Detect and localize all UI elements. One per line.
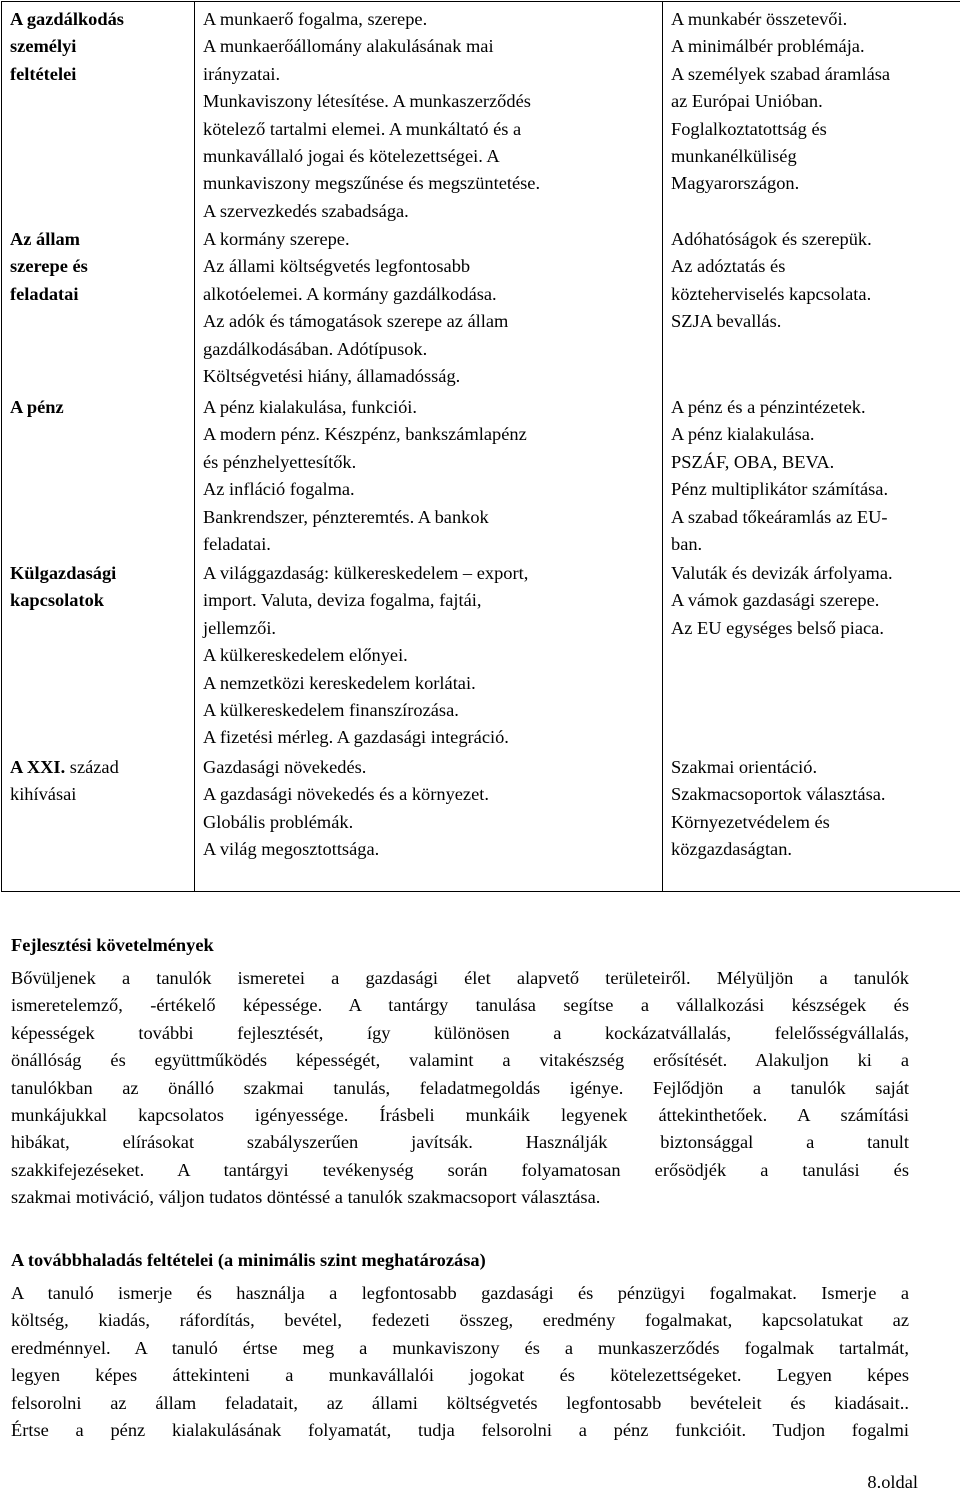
paragraph-line: legyen képes áttekinteni a munkavállalói jogokat és kötelezettségeket. Legyen képes (11, 1365, 909, 1386)
extra-4 (671, 560, 960, 642)
content-line: feladatai. (203, 534, 271, 555)
content-line: munkavállaló jogai és kötelezettségei. A (203, 146, 500, 167)
content-column (195, 2, 663, 892)
extra-line: A munkabér összetevői. (671, 9, 848, 29)
paragraph-line: hibákat, elírásokat szabályszerűen javítsák. Használják biztonsággal a tanult (11, 1132, 909, 1153)
topic-line: kapcsolatok (10, 590, 105, 611)
content-line: Költségvetési hiány, államadósság. (203, 366, 461, 387)
content-line: A pénz kialakulása, funkciói. (203, 397, 417, 417)
content-line: jellemzői. (203, 617, 277, 638)
extra-line: Az adóztatás és (671, 256, 786, 277)
paragraph-line: Bővüljenek a tanulók ismeretei a gazdasági élet alapvető területeiről. Mélyüljön a tanulók (11, 968, 909, 988)
paragraph-line: felsorolni az állam feladatait, az állami költségvetés legfontosabb bevételeit és kiadásait.. (11, 1392, 909, 1413)
extra-line: Magyarországon. (671, 173, 800, 194)
paragraph-line: munkájukkal kapcsolatos igényessége. Írásbeli munkáik legyenek áttekinthetőek. A számítási (11, 1105, 909, 1126)
content-line: A munkaerő fogalma, szerepe. (203, 9, 428, 29)
extra-line: A minimálbér problémája. (671, 36, 865, 57)
extra-line: A szabad tőkeáramlás az EU- (671, 506, 888, 527)
curriculum-table (1, 1, 960, 892)
content-line: A külkereskedelem előnyei. (203, 645, 408, 666)
content-line: irányzatai. (203, 63, 281, 84)
content-line: Az adók és támogatások szerepe az állam (203, 311, 509, 332)
page-number: 8.oldal (867, 1472, 918, 1492)
topic-line: feladatai (10, 283, 79, 304)
extra-line: ban. (671, 534, 703, 555)
fejlesztesi-paragraph (11, 965, 909, 1212)
extra-3 (671, 394, 960, 558)
content-line: A munkaerőállomány alakulásának mai (203, 36, 494, 57)
content-line: Az állami költségvetés legfontosabb (203, 256, 471, 277)
paragraph-line: szakmai motiváció, váljon tudatos döntéssé a tanulók szakmacsoport választása. (11, 1187, 601, 1208)
content-line: A nemzetközi kereskedelem korlátai. (203, 672, 476, 693)
paragraph-line: Értse a pénz kialakulásának folyamatát, tudja felsorolni a pénz funkcióit. Tudjon fogalmi (11, 1420, 909, 1441)
extra-line: közteherviselés kapcsolata. (671, 283, 872, 304)
content-line: A fizetési mérleg. A gazdasági integráció. (203, 727, 509, 748)
content-line: Munkaviszony létesítése. A munkaszerződés (203, 91, 531, 112)
topic-line: kihívásai (10, 784, 77, 805)
paragraph-line: önállóság és együttműködés képességét, valamint a vitakészség erősítését. Alakuljon ki a (11, 1050, 909, 1071)
content-line: import. Valuta, deviza fogalma, fajtái, (203, 590, 482, 611)
extra-column (663, 2, 960, 892)
paragraph-line: ismeretelemző, -értékelő képessége. A tantárgy tanulása segítse a vállalkozási készségek és (11, 995, 909, 1016)
extra-5 (671, 754, 960, 864)
topic-3 (10, 394, 190, 421)
content-line: Az infláció fogalma. (203, 479, 355, 500)
topic-line: Külgazdasági (10, 563, 117, 583)
content-line: A szervezkedés szabadsága. (203, 200, 409, 221)
extra-line: A vámok gazdasági szerepe. (671, 590, 880, 611)
content-line: és pénzhelyettesítők. (203, 451, 357, 472)
extra-line: Foglalkoztatottság és (671, 118, 827, 139)
extra-line: az Európai Unióban. (671, 91, 823, 112)
extra-line: Pénz multiplikátor számítása. (671, 479, 889, 500)
fejlesztesi-section (11, 931, 909, 1212)
topic-line: szerepe és (10, 256, 88, 277)
extra-line: munkanélküliség (671, 146, 797, 167)
paragraph-line: eredménnyel. A tanuló értse meg a munkaviszony és a munkaszerződés fogalmak tartalmát, (11, 1337, 909, 1358)
tovabbhaladas-section (11, 1246, 909, 1444)
content-1 (203, 6, 658, 225)
content-line: munkaviszony megszűnése és megszüntetése. (203, 173, 541, 194)
extra-line: A pénz és a pénzintézetek. (671, 397, 866, 417)
content-5 (203, 754, 658, 864)
fejlesztesi-heading: Fejlesztési követelmények (11, 935, 214, 955)
topic-column (2, 2, 195, 892)
content-line: alkotóelemei. A kormány gazdálkodása. (203, 283, 497, 304)
content-line: A kormány szerepe. (203, 229, 350, 249)
content-3 (203, 394, 658, 558)
content-2 (203, 226, 658, 390)
extra-line: Valuták és devizák árfolyama. (671, 563, 893, 583)
content-line: A külkereskedelem finanszírozása. (203, 700, 459, 721)
topic-line: A gazdálkodás (10, 9, 124, 29)
topic-line: A pénz (10, 397, 64, 417)
extra-line: Szakmai orientáció. (671, 757, 818, 777)
extra-2 (671, 226, 960, 336)
topic-line-bold: A XXI. (10, 757, 66, 777)
topic-line: feltételei (10, 63, 77, 84)
extra-line: PSZÁF, OBA, BEVA. (671, 451, 835, 472)
extra-line: Szakmacsoportok választása. (671, 784, 886, 805)
extra-line: SZJA bevallás. (671, 311, 782, 332)
content-line: A modern pénz. Készpénz, bankszámlapénz (203, 424, 527, 445)
content-line: gazdálkodásában. Adótípusok. (203, 338, 428, 359)
extra-line: Az EU egységes belső piaca. (671, 617, 884, 638)
extra-line: A pénz kialakulása. (671, 424, 815, 445)
topic-line: Az állam (10, 229, 80, 249)
topic-4 (10, 560, 190, 615)
content-line: A világgazdaság: külkereskedelem – export, (203, 563, 529, 583)
content-line: Bankrendszer, pénzteremtés. A bankok (203, 506, 489, 527)
content-line: Globális problémák. (203, 811, 354, 832)
topic-5 (10, 754, 190, 809)
content-line: A gazdasági növekedés és a környezet. (203, 784, 489, 805)
content-line: Gazdasági növekedés. (203, 757, 367, 777)
topic-line: személyi (10, 36, 77, 57)
paragraph-line: képességek további fejlesztését, így különösen a kockázatvállalás, felelősségvállalás, (11, 1022, 909, 1043)
tovabbhaladas-heading: A továbbhaladás feltételei (a minimális szint meghatározása) (11, 1250, 486, 1270)
content-4 (203, 560, 658, 752)
content-line: kötelező tartalmi elemei. A munkáltató és a (203, 118, 522, 139)
paragraph-line: A tanuló ismerje és használja a legfontosabb gazdasági és pénzügyi fogalmakat. Ismerje a (11, 1283, 909, 1303)
topic-2 (10, 226, 190, 308)
extra-1 (671, 6, 960, 198)
topic-line-plain: század (65, 757, 119, 777)
extra-line: közgazdaságtan. (671, 839, 793, 860)
extra-line: Környezetvédelem és (671, 811, 830, 832)
content-line: A világ megosztottsága. (203, 839, 380, 860)
paragraph-line: tanulókban az önálló szakmai tanulás, feladatmegoldás igénye. Fejlődjön a tanulók saját (11, 1077, 909, 1098)
extra-line: A személyek szabad áramlása (671, 63, 891, 84)
topic-1 (10, 6, 190, 88)
extra-line: Adóhatóságok és szerepük. (671, 229, 872, 249)
tovabbhaladas-paragraph (11, 1280, 909, 1444)
paragraph-line: költség, kiadás, ráfordítás, bevétel, fedezeti összeg, eredmény fogalmakat, kapcsolatukat az (11, 1310, 909, 1331)
paragraph-line: szakkifejezéseket. A tantárgyi tevékenység során folyamatosan erősödjék a tanulási és (11, 1159, 909, 1180)
